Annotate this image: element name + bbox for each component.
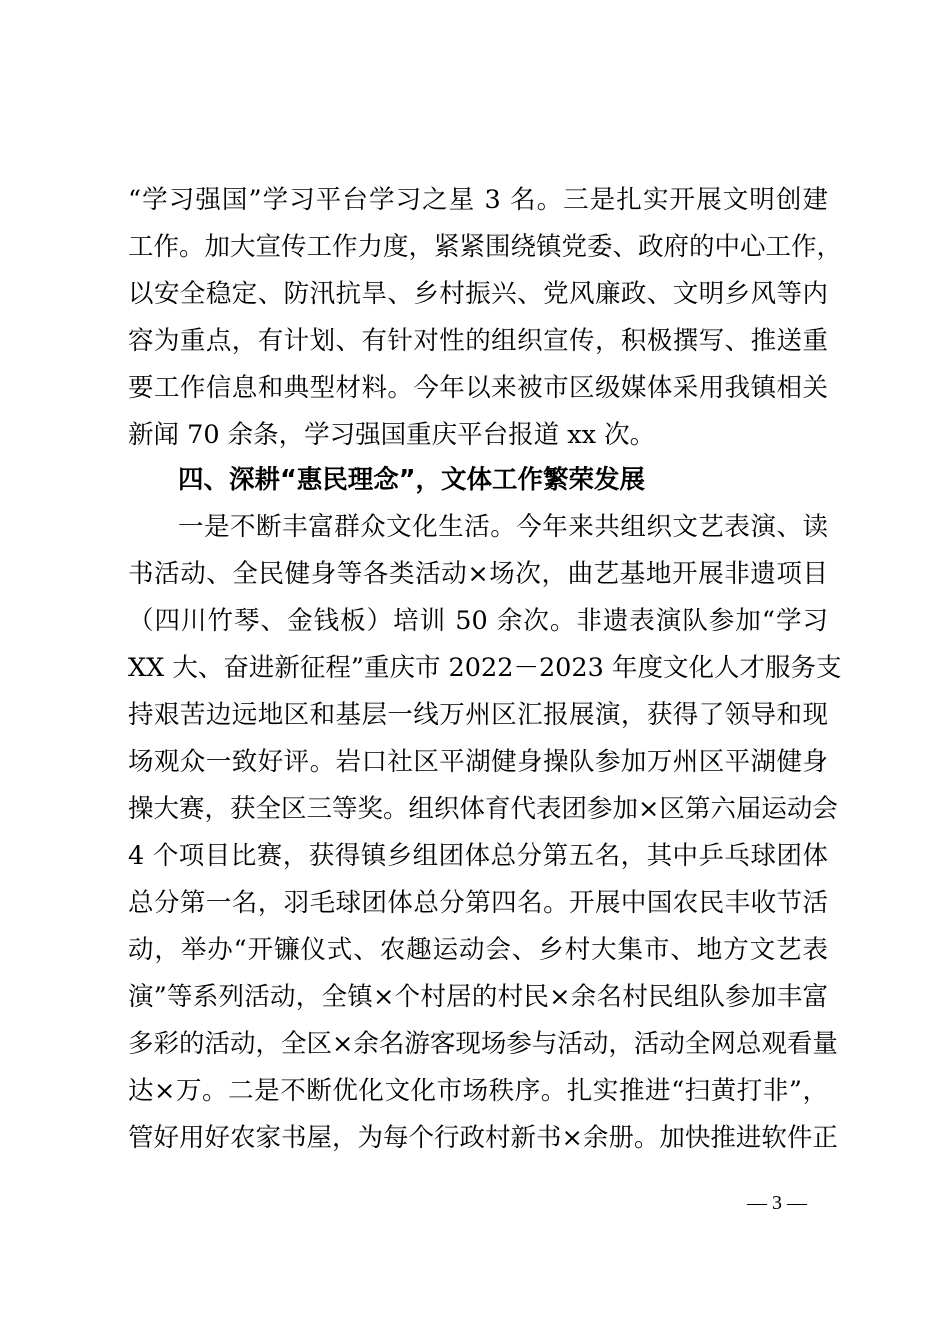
paragraph-line: 4 个项目比赛，获得镇乡组团体总分第五名，其中乒乓球团体 xyxy=(128,841,828,871)
paragraph-line: 达×万。二是不断优化文化市场秩序。扎实推进“扫黄打非”， xyxy=(128,1076,828,1106)
paragraph-line: 管好用好农家书屋，为每个行政村新书×余册。加快推进软件正 xyxy=(128,1123,838,1153)
paragraph-line: 多彩的活动，全区×余名游客现场参与活动，活动全网总观看量 xyxy=(128,1029,838,1059)
paragraph-line: “学习强国”学习平台学习之星 3 名。三是扎实开展文明创建 xyxy=(128,185,828,215)
paragraph-line: 以安全稳定、防汛抗旱、乡村振兴、党风廉政、文明乡风等内 xyxy=(128,279,828,309)
paragraph-line: 操大赛，获全区三等奖。组织体育代表团参加×区第六届运动会 xyxy=(128,794,838,824)
paragraph-line: （四川竹琴、金钱板）培训 50 余次。非遗表演队参加“学习 xyxy=(128,606,828,636)
paragraph-line: 演”等系列活动，全镇×个村居的村民×余名村民组队参加丰富 xyxy=(128,982,828,1012)
paragraph-line: 新闻 70 余条，学习强国重庆平台报道 xx 次。 xyxy=(128,420,656,450)
page-number: — 3 — xyxy=(747,1192,807,1214)
paragraph-line: 书活动、全民健身等各类活动×场次，曲艺基地开展非遗项目 xyxy=(128,559,828,589)
paragraph-line: 动，举办“开镰仪式、农趣运动会、乡村大集市、地方文艺表 xyxy=(128,935,828,965)
paragraph-line: 一是不断丰富群众文化生活。今年来共组织文艺表演、读 xyxy=(178,512,828,542)
paragraph-line: 工作。加大宣传工作力度，紧紧围绕镇党委、政府的中心工作， xyxy=(128,232,843,262)
paragraph-line: 场观众一致好评。岩口社区平湖健身操队参加万州区平湖健身 xyxy=(128,747,828,777)
paragraph-line: 要工作信息和典型材料。今年以来被市区级媒体采用我镇相关 xyxy=(128,373,828,403)
section-heading: 四、深耕“惠民理念”，文体工作繁荣发展 xyxy=(178,465,646,495)
paragraph-line: 持艰苦边远地区和基层一线万州区汇报展演，获得了领导和现 xyxy=(128,700,828,730)
paragraph-line: 容为重点，有计划、有针对性的组织宣传，积极撰写、推送重 xyxy=(128,326,828,356)
paragraph-line: 总分第一名，羽毛球团体总分第四名。开展中国农民丰收节活 xyxy=(128,888,828,918)
paragraph-line: XX 大、奋进新征程”重庆市 2022－2023 年度文化人才服务支 xyxy=(128,653,842,683)
